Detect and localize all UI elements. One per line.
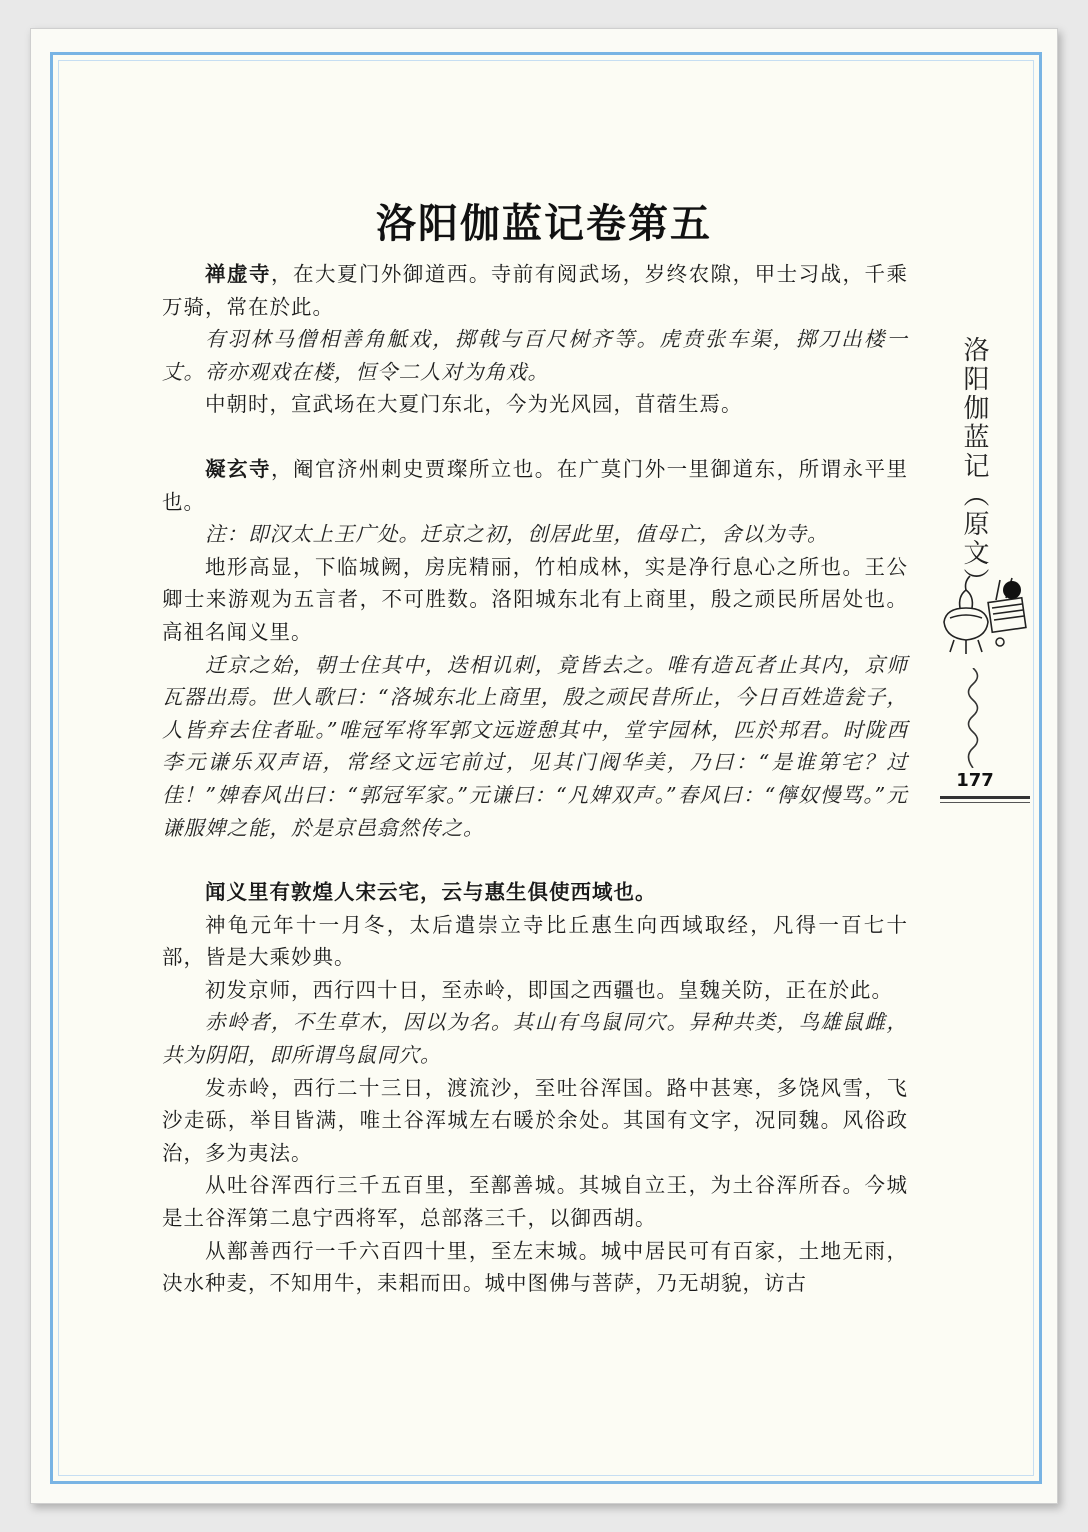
decorative-wave-line [958,668,988,768]
paragraph: 中朝时，宣武场在大夏门东北，今为光风园，苜蓿生焉。 [205,392,743,417]
annotation-paragraph: 迁京之始，朝士住其中，迭相讥刺，竟皆去之。唯有造瓦者止其内，京师瓦器出焉。世人歌曰：“洛城东北上商里，殷之顽民昔所止，今日百姓造瓮子，人皆弃去住者耻。”唯冠军将军郭文远遊憩其中，堂宇园林，匹於邦君。时陇西李元谦乐双声语，常经文远宅前过，见其门阀华美，乃曰：“是谁第宅？过佳！”婢春风出曰：“郭冠军家。”元谦曰：“凡婢双声。”春风曰：“儜奴慢骂。”元谦服婢之能，於是京邑翕然传之。 [162,652,908,840]
section-heading: 闻义里有敦煌人宋云宅，云与惠生俱使西域也。 [205,880,657,905]
paragraph: 发赤岭，西行二十三日，渡流沙，至吐谷浑国。路中甚寒，多饶风雪，飞沙走砾，举目皆满，唯土谷浑城左右暖於余处。其国有文字，况同魏。风俗政治，多为夷法。 [162,1075,908,1165]
temple-name: 凝玄寺 [205,456,271,481]
paragraph: 禅虚寺，在大夏门外御道西。寺前有阅武场，岁终农隙，甲士习战，千乘万骑，常在於此。 [162,262,909,319]
annotation-paragraph: 有羽林马僧相善角觝戏，掷戟与百尺树齐等。虎贲张车渠，掷刀出楼一丈。帝亦观戏在楼，恒令二人对为角戏。 [162,327,908,384]
chapter-title: 洛阳伽蓝记卷第五 [376,201,712,247]
divider [940,802,1030,803]
annotation-paragraph: 注：即汉太上王广处。迁京之初，创居此里，值母亡，舍以为寺。 [205,522,829,547]
paragraph: 地形高显，下临城阙，房庑精丽，竹柏成林，实是净行息心之所也。王公卿士来游观为五言者，不可胜数。洛阳城东北有上商里，殷之顽民所居处也。高祖名闻义里。 [162,554,908,644]
running-header: 洛阳伽蓝记（原文） [959,336,989,597]
paragraph: 神龟元年十一月冬，太后遣崇立寺比丘惠生向西域取经，凡得一百七十部，皆是大乘妙典。 [162,912,908,970]
paragraph: 从吐谷浑西行三千五百里，至鄯善城。其城自立王，为土谷浑所吞。今城是土谷浑第二息宁西将军，总部落三千，以御西胡。 [162,1173,908,1231]
temple-name: 禅虚寺 [205,262,271,286]
incense-burner-illustration [936,572,1032,662]
page-number: 177 [956,770,994,791]
body-text [162,258,908,1300]
paragraph: 凝玄寺，阉官济州刺史贾璨所立也。在广莫门外一里御道东，所谓永平里也。 [162,456,909,514]
divider [940,796,1030,799]
paragraph: 从鄯善西行一千六百四十里，至左末城。城中居民可有百家，土地无雨，决水种麦，不知用牛，耒耜而田。城中图佛与菩萨，乃无胡貌，访古 [162,1238,908,1296]
annotation-paragraph: 赤岭者，不生草木，因以为名。其山有鸟鼠同穴。异种共类，鸟雄鼠雌，共为阴阳，即所谓鸟鼠同穴。 [162,1010,908,1068]
paragraph: 初发京师，西行四十日，至赤岭，即国之西疆也。皇魏关防，正在於此。 [205,977,894,1002]
